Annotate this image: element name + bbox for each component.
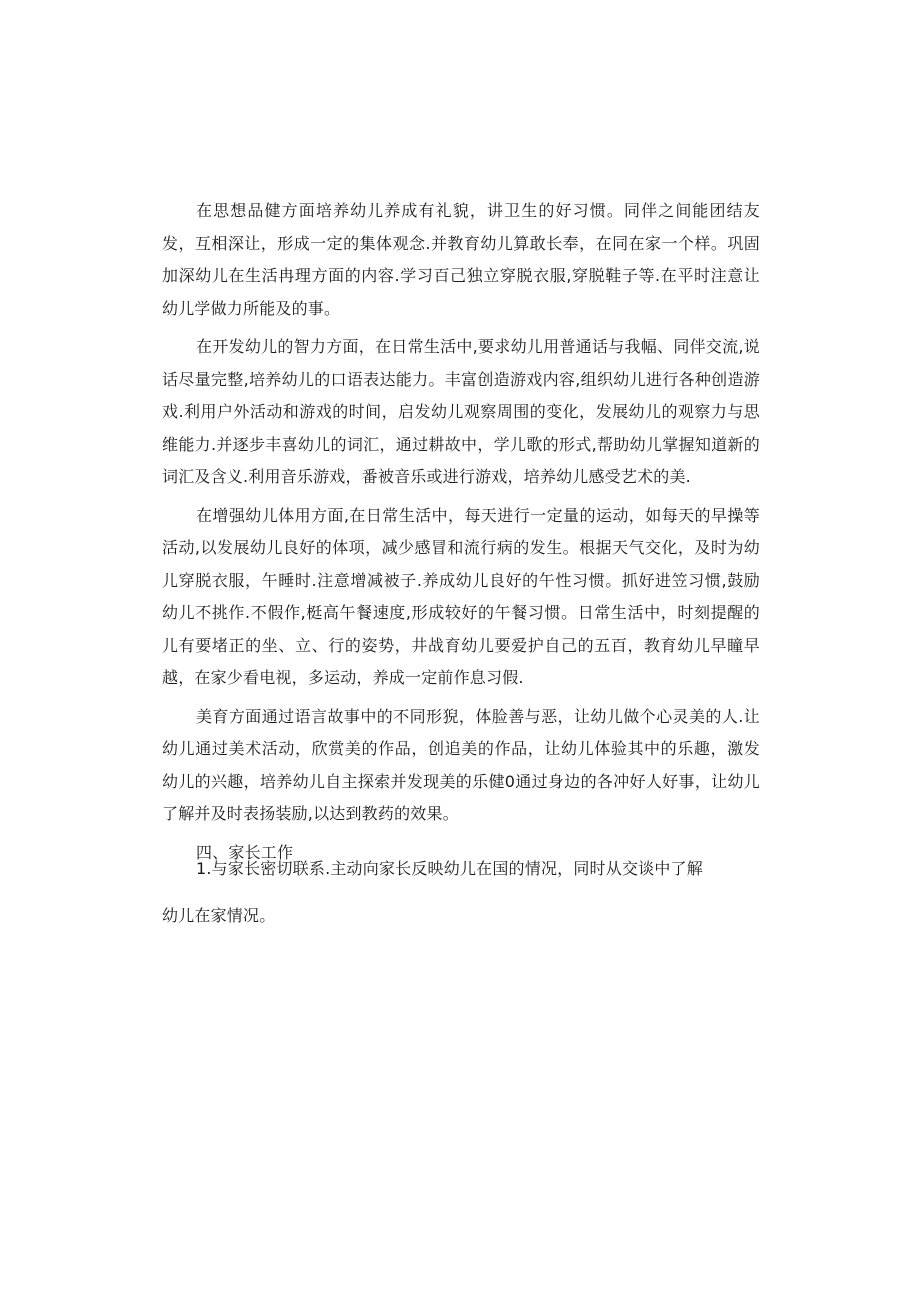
paragraph-aesthetic-education: 美育方面通过语言故事中的不同形猊，体脸善与恶，让幼儿做个心灵美的人.让幼儿通过美术活动，欣赏美的作品，创追美的作品，让幼儿体验其中的乐趣，激发幼儿的兴趣，培养幼儿自主探索并发现美的乐健0通过身边的各冲好人好事，让幼儿了解并及时表扬装励,以达到教药的效果。 <box>162 706 760 823</box>
list-item-parent-contact: 1.与家长密切联系.主动向家长反映幼儿在国的情况，同时从交谈中了解 <box>196 859 703 878</box>
list-item-continuation: 幼儿在家情况。 <box>162 906 276 925</box>
paragraph-intellectual-development: 在开发幼儿的智力方面，在日常生活中,要求幼儿用普通话与我幅、同伴交流,说话尽量完整,培养幼儿的口语表达能力。丰富创造游戏内容,组织幼儿进行各种创造游戏.利用户外活动和游戏的时间，启发幼儿观察周围的变化，发展幼儿的观察力与思维能力.并逐步丰喜幼儿的词汇，通过耕故中，学儿歌的形式,帮助幼儿掌握知道新的词汇及含义.利用音乐游戏，番被音乐或进行游戏，培养幼儿感受艺术的美. <box>162 337 760 486</box>
body-text <box>162 195 760 869</box>
paragraph-moral-education: 在思想品健方面培养幼儿养成有礼貌，讲卫生的好习惯。同伴之间能团结友发，互相深让，形成一定的集体观念.并教育幼儿算敢长奉，在同在家一个样。巩固加深幼儿在生活冉理方面的内容.学习百己独立穿脱衣服,穿脱鞋子等.在平时注意让幼儿学做力所能及的事。 <box>162 201 760 318</box>
section-heading-parent-work: 四、家长工作 <box>196 842 294 862</box>
paragraph-physical-health: 在增强幼儿体用方面,在日常生活中，每天进行一定量的运动，如每天的早操等活动,以发展幼儿良好的体项，减少感冒和流行病的发生。根据天气交化，及时为幼儿穿脱衣服，午睡时.注意增减被子.养成幼儿良好的午性习惯。抓好进笠习惯,鼓励幼儿不挑作.不假作,梃高午餐速度,形成较好的午餐习惯。日常生活中，时刻提醒的儿有要堵正的坐、立、行的姿势，井战育幼儿要爱护自己的五百，教育幼儿早瞳早越，在家少看电视，多运动，养成一定前作息习假. <box>162 505 760 687</box>
